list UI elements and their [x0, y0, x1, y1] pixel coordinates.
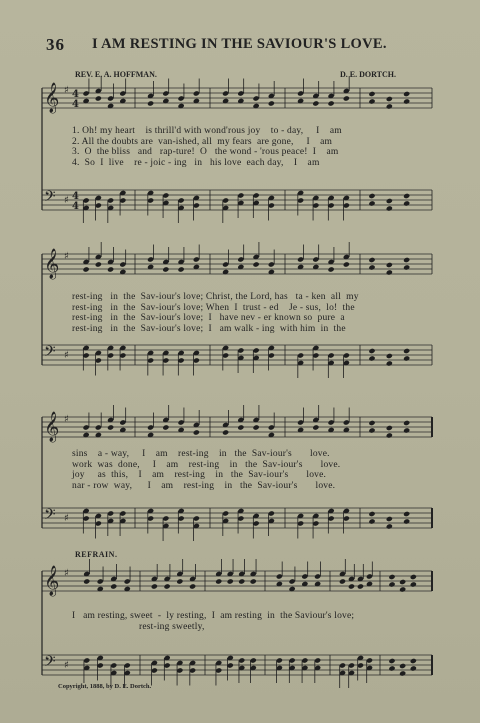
lyric-refrain-line: I am resting, sweet - ly resting, I am resting in the Saviour's love;	[72, 611, 355, 621]
lyric-verse-2: rest-ing in the Sav-iour's love; When I trust - ed Je - sus, lo! the	[72, 302, 355, 313]
note-head	[83, 578, 90, 584]
lyric-verse-3: 3. O the bliss and rap-ture! O the wond - 'rous peace! I am	[72, 147, 339, 157]
sharp-icon: ♯	[64, 513, 69, 524]
lyric-verse-3: joy as this, I am rest-ing in the Sav-iour's love.	[72, 470, 327, 480]
note-head	[151, 583, 158, 589]
note-head	[410, 581, 417, 587]
refrain-label: REFRAIN.	[75, 550, 118, 559]
lyric-verse-2: 2. All the doubts are van-ished, all my fears are gone, I am	[72, 136, 333, 147]
lyricist-credit: REV. E. A. HOFFMAN.	[75, 70, 157, 79]
note-head	[215, 578, 222, 584]
time-signature-bottom: 4	[72, 201, 79, 212]
treble-clef-icon: 𝄞	[44, 249, 60, 279]
note-head	[110, 583, 117, 589]
lyric-verse-1: 1. Oh! my heart is thrill'd with wond'rous joy to - day, I am	[72, 126, 342, 136]
composer-credit: D. E. DORTCH.	[340, 70, 396, 79]
note-head	[176, 578, 183, 584]
sharp-icon: ♯	[64, 660, 69, 671]
note-head	[189, 583, 196, 589]
note-head	[250, 578, 257, 584]
note-head	[388, 658, 395, 664]
sharp-icon: ♯	[64, 350, 69, 361]
lyric-verse-1: rest-ing in the Sav-iour's love; Christ, the Lord, has ta - ken all my	[72, 292, 359, 302]
note-head	[399, 579, 406, 585]
sharp-icon: ♯	[64, 568, 69, 579]
note-head	[410, 658, 417, 664]
note-head	[357, 583, 364, 589]
lyrics-refrain	[72, 611, 432, 632]
lyric-refrain-alto-line: rest-ing sweetly,	[72, 621, 205, 632]
bass-clef-icon: 𝄢	[44, 343, 56, 364]
note-head	[388, 581, 395, 587]
note-head	[348, 583, 355, 589]
sharp-icon: ♯	[64, 414, 69, 425]
note-head	[399, 586, 406, 592]
time-signature-top: 4	[72, 191, 79, 202]
sharp-icon: ♯	[64, 85, 69, 96]
treble-clef-icon: 𝄞	[44, 412, 60, 442]
treble-clef-icon: 𝄞	[44, 566, 60, 596]
lyric-verse-4: 4. So I live re - joic - ing in his love each day, I am	[72, 157, 320, 168]
time-signature-top: 4	[72, 89, 79, 100]
lyric-verse-2: work was done, I am rest-ing in the Sav-iour's love.	[72, 459, 341, 470]
lyric-verse-3: rest-ing in the Sav-iour's love; I have nev - er known so pure a	[72, 313, 345, 323]
time-signature-bottom: 4	[72, 99, 79, 110]
note-head	[410, 665, 417, 671]
lyric-verse-4: rest-ing in the Sav-iour's love; I am walk - ing with him in the	[72, 323, 346, 334]
sharp-icon: ♯	[64, 195, 69, 206]
note-head	[399, 670, 406, 676]
page-number: 36	[46, 35, 65, 54]
lyric-verse-1: sins a - way, I am rest-ing in the Sav-iour's love.	[72, 449, 330, 459]
bass-clef-icon: 𝄢	[44, 506, 56, 527]
sharp-icon: ♯	[64, 251, 69, 262]
note-head	[410, 574, 417, 580]
bass-clef-icon: 𝄢	[44, 188, 56, 209]
hymn-title: I AM RESTING IN THE SAVIOUR'S LOVE.	[92, 36, 387, 52]
note-head	[238, 578, 245, 584]
note-head	[227, 578, 234, 584]
bass-clef-icon: 𝄢	[44, 653, 56, 674]
copyright-notice: Copyright, 1888, by D. E. Dortch.	[58, 683, 152, 690]
note-head	[388, 665, 395, 671]
note-head	[399, 663, 406, 669]
note-head	[339, 578, 346, 584]
note-head	[164, 583, 171, 589]
lyric-verse-4: nar - row way, I am rest-ing in the Sav-iour's love.	[72, 480, 336, 491]
note-head	[388, 574, 395, 580]
treble-clef-icon: 𝄞	[44, 83, 60, 113]
